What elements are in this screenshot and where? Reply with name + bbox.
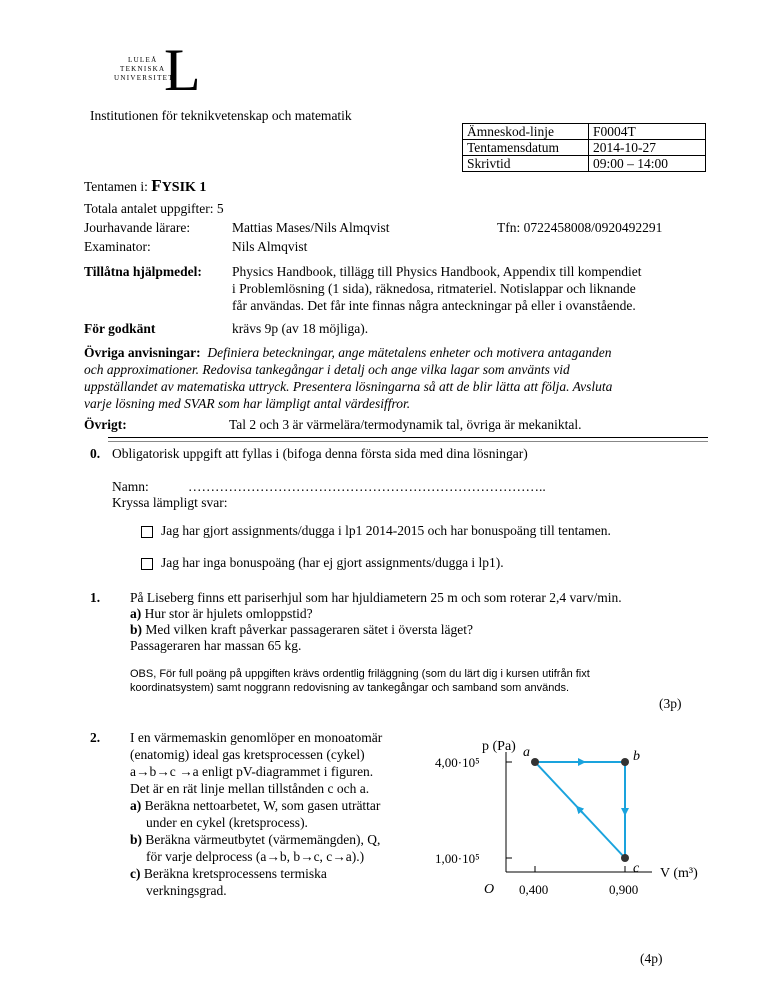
other-instructions-text: Definiera beteckningar, ange mätetalens enheter och motivera antaganden	[207, 345, 612, 360]
q1-obs: koordinatsystem) samt noggrann redovisning av tankegångar och samband som används.	[130, 682, 570, 694]
x-tick-label: 0,900	[609, 882, 639, 897]
logo-letter: L	[164, 37, 201, 103]
examiner-label: Examinator:	[84, 239, 151, 254]
q2-number: 2.	[90, 730, 101, 745]
allowed-line: Physics Handbook, tillägg till Physics Handbook, Appendix till kompendiet	[232, 264, 642, 279]
misc-label: Övrigt:	[84, 417, 127, 432]
q2-part-text: under en cykel (kretsprocess).	[146, 815, 308, 830]
allowed-line: får användas. Det får inte finnas några anteckningar på eller i ovanstående.	[232, 298, 636, 313]
allowed-label: Tillåtna hjälpmedel:	[84, 264, 202, 279]
examiner-value: Nils Almqvist	[232, 239, 308, 254]
part-text: Hur stor är hjulets omloppstid?	[144, 606, 313, 621]
q2-line: I en värmemaskin genomlöper en monoatomär	[130, 730, 383, 745]
q1-part-a	[130, 605, 313, 622]
x-axis-label: V (m³)	[660, 866, 698, 881]
total-tasks: Totala antalet uppgifter: 5	[84, 201, 224, 216]
state-point	[621, 854, 629, 862]
part-text: Med vilken kraft påverkar passageraren sätet i översta läget?	[145, 622, 473, 637]
table-cell: Ämneskod-linje	[463, 124, 589, 140]
part-label: a)	[130, 798, 142, 813]
checkbox[interactable]	[141, 526, 153, 538]
table-row	[463, 140, 706, 156]
other-instructions-line: och approximationer. Redovisa tankegångar i detalj och ange vilka lagar som använts vid	[84, 362, 570, 377]
y-tick-label: 1,00·10⁵	[435, 851, 480, 866]
state-point	[621, 758, 629, 766]
state-point	[531, 758, 539, 766]
origin-label: O	[484, 882, 495, 897]
subject-rest: YSIK 1	[161, 180, 207, 195]
option-no-bonus-label: Jag har inga bonuspoäng (har ej gjort assignments/dugga i lp1).	[161, 555, 504, 570]
y-tick-label: 4,00·10⁵	[435, 755, 480, 770]
allowed-line: i Problemlösning (1 sida), räknedosa, ritmateriel. Notislappar och liknande	[232, 281, 636, 296]
teachers-value: Mattias Mases/Nils Almqvist	[232, 220, 390, 235]
misc-value: Tal 2 och 3 är värmelära/termodynamik tal, övriga är mekaniktal.	[229, 417, 582, 432]
exam-prefix: Tentamen i:	[84, 179, 148, 194]
q2-line: Det är en rät linje mellan tillstånden c och a.	[130, 781, 370, 796]
q2-part-text: för varje delprocess (a→b, b→c, c→a).)	[146, 849, 365, 864]
direction-arrow	[577, 807, 582, 813]
part-label: b)	[130, 832, 143, 847]
q1-number: 1.	[90, 590, 101, 605]
q1-obs: OBS, För full poäng på uppgiften krävs ordentlig friläggning (som du lärt dig i kursen utifrån fixt	[130, 668, 590, 680]
q1-line: Passageraren har massan 65 kg.	[130, 638, 302, 653]
table-cell: Skrivtid	[463, 156, 589, 172]
state-label: a	[523, 745, 530, 760]
q0-number: 0.	[90, 446, 101, 461]
name-label: Namn:	[112, 479, 149, 494]
q1-part-b	[130, 621, 473, 638]
divider	[108, 437, 708, 438]
exam-info-table	[462, 123, 706, 172]
pass-label: För godkänt	[84, 321, 156, 336]
other-instructions-line: varje lösning med SVAR som har lämpligt antal värdesiffror.	[84, 396, 411, 411]
table-cell: Tentamensdatum	[463, 140, 589, 156]
option-no-bonus[interactable]	[141, 554, 504, 571]
q1-line: På Liseberg finns ett pariserhjul som har hjuldiametern 25 m och som roterar 2,4 varv/min.	[130, 590, 622, 605]
checkbox[interactable]	[141, 558, 153, 570]
q2-part-b	[130, 831, 380, 848]
part-text: Beräkna värmeutbytet (värmemängden), Q,	[145, 832, 381, 847]
q2-part-a	[130, 797, 380, 814]
q1-points: (3p)	[659, 696, 682, 711]
pv-diagram	[435, 730, 730, 910]
q2-points: (4p)	[640, 951, 663, 966]
other-instructions-label: Övriga anvisningar:	[84, 345, 201, 360]
logo-line-3: UNIVERSITET	[114, 74, 174, 82]
q2-part-text: verkningsgrad.	[146, 883, 227, 898]
other-instructions-first	[84, 344, 612, 361]
check-label: Kryssa lämpligt svar:	[112, 495, 228, 510]
option-bonus[interactable]	[141, 522, 611, 539]
pass-value: krävs 9p (av 18 möjliga).	[232, 321, 369, 336]
part-text: Beräkna nettoarbetet, W, som gasen uträttar	[144, 798, 381, 813]
q0-title: Obligatorisk uppgift att fyllas i (bifoga denna första sida med dina lösningar)	[112, 446, 528, 461]
table-cell: 09:00 – 14:00	[589, 156, 706, 172]
state-label: b	[633, 749, 640, 764]
part-label: c)	[130, 866, 141, 881]
q2-line: (enatomig) ideal gas kretsprocessen (cykel)	[130, 747, 365, 762]
logo-line-1: LULEÅ	[128, 56, 158, 64]
subject-first: F	[151, 176, 162, 195]
q2-line: a→b→c →a enligt pV-diagrammet i figuren.	[130, 764, 374, 779]
university-logo	[112, 37, 212, 106]
part-label: a)	[130, 606, 142, 621]
state-label: c	[633, 861, 640, 876]
x-tick-label: 0,400	[519, 882, 549, 897]
institution: Institutionen för teknikvetenskap och matematik	[90, 108, 352, 123]
teachers-label: Jourhavande lärare:	[84, 220, 191, 235]
exam-title	[84, 177, 206, 196]
logo-line-2: TEKNISKA	[120, 65, 166, 73]
part-text: Beräkna kretsprocessens termiska	[143, 866, 327, 881]
option-bonus-label: Jag har gjort assignments/dugga i lp1 2014-2015 och har bonuspoäng till tentamen.	[161, 523, 611, 538]
y-axis-label: p (Pa)	[482, 739, 516, 754]
q2-part-c	[130, 865, 327, 882]
table-row	[463, 124, 706, 140]
phone: Tfn: 0722458008/0920492291	[497, 220, 663, 235]
table-row	[463, 156, 706, 172]
table-cell: 2014-10-27	[589, 140, 706, 156]
name-field[interactable]: ……………………………………………………………………..	[188, 479, 546, 494]
divider	[108, 441, 708, 442]
other-instructions-line: uppställandet av matematiska uttryck. Presentera lösningarna så att de blir lätta att följa. Avsluta	[84, 379, 613, 394]
part-label: b)	[130, 622, 143, 637]
table-cell: F0004T	[589, 124, 706, 140]
